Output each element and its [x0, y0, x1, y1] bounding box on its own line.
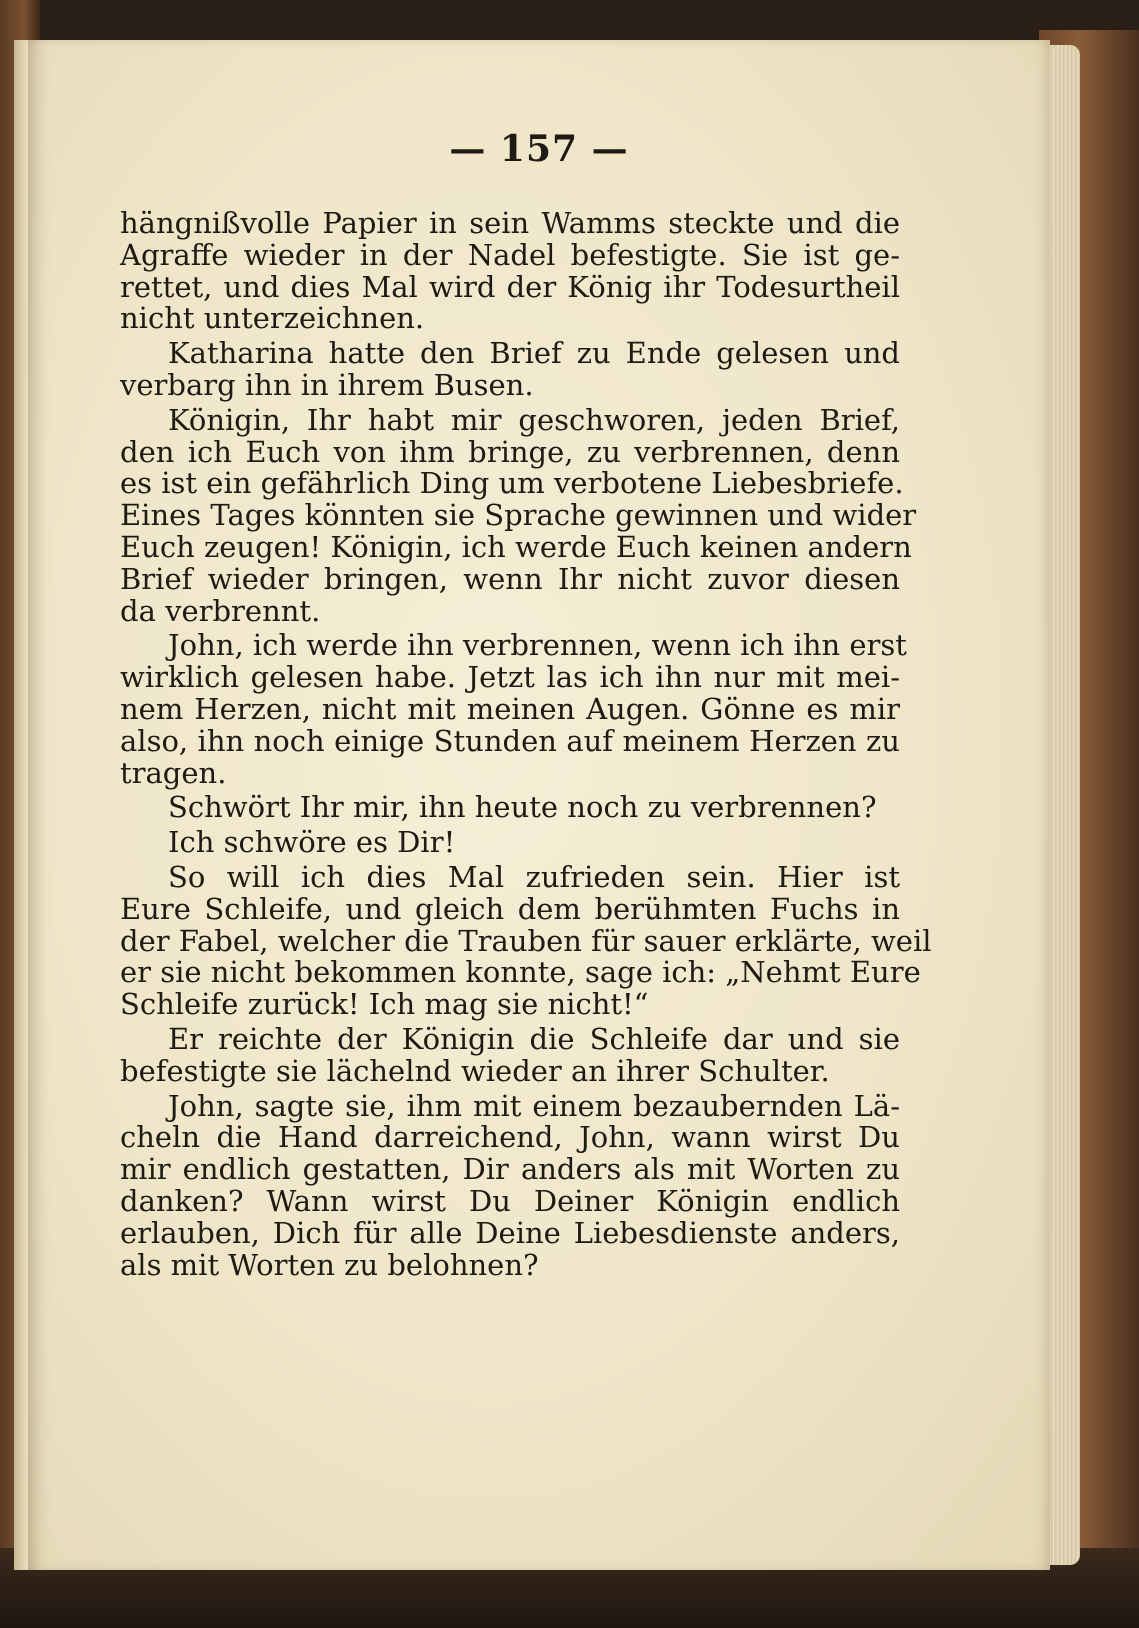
text-line: also, ihn noch einige Stunden auf meinem Herzen zu — [120, 723, 900, 758]
text-line: er sie nicht bekommen konnte, sage ich: „Nehmt Eure — [120, 955, 921, 990]
text-line: Eines Tages könnten sie Sprache gewinnen und wider — [120, 498, 917, 533]
paragraph — [120, 338, 900, 402]
text-line: cheln die Hand darreichend, John, wann wirst Du — [120, 1120, 900, 1155]
text-line: John, sagte sie, ihm mit einem bezaubernden Lä- — [168, 1088, 900, 1123]
paragraph — [120, 827, 900, 859]
text-line: Ich schwöre es Dir! — [168, 825, 456, 860]
text-line: hängnißvolle Papier in sein Wamms steckte und die — [120, 206, 900, 240]
text-line: Schleife zurück! Ich mag sie nicht!“ — [120, 987, 649, 1022]
text-line: der Fabel, welcher die Trauben für sauer erklärte, weil — [120, 923, 932, 958]
text-line: Katharina hatte den Brief zu Ende gelesen und — [168, 336, 900, 371]
text-line: nem Herzen, nicht mit meinen Augen. Gönne es mir — [120, 691, 900, 726]
text-line: John, ich werde ihn verbrennen, wenn ich ihn erst — [168, 628, 907, 663]
text-line: den ich Euch von ihm bringe, zu verbrennen, denn — [120, 434, 900, 469]
text-line: erlauben, Dich für alle Deine Liebesdienste anders, — [120, 1215, 900, 1250]
text-line: mir endlich gestatten, Dir anders als mit Worten zu — [120, 1152, 900, 1187]
body-text — [120, 206, 932, 1284]
paragraph — [120, 402, 917, 628]
text-line: verbarg ihn in ihrem Busen. — [120, 367, 534, 402]
text-line: Königin, Ihr habt mir geschworen, jeden Brief, — [168, 402, 900, 437]
page-number: — 157 — — [449, 128, 629, 170]
text-line: Euch zeugen! Königin, ich werde Euch keinen andern — [120, 529, 912, 564]
book-page — [28, 40, 1050, 1570]
text-line: rettet, und dies Mal wird der König ihr Todesurtheil — [120, 269, 900, 304]
text-line: tragen. — [120, 755, 227, 790]
text-line: als mit Worten zu belohnen? — [120, 1247, 539, 1282]
paragraph — [120, 859, 932, 1022]
text-line: Eure Schleife, und gleich dem berühmten Fuchs in — [120, 891, 900, 926]
text-line: wirklich gelesen habe. Jetzt las ich ihn nur mit mei- — [120, 660, 900, 695]
text-line: Brief wieder bringen, wenn Ihr nicht zuvor diesen — [120, 561, 900, 596]
paragraph — [120, 208, 900, 335]
text-line: befestigte sie lächelnd wieder an ihrer Schulter. — [120, 1053, 830, 1088]
text-line: nicht unterzeichnen. — [120, 301, 425, 336]
text-line: Schwört Ihr mir, ihn heute noch zu verbrennen? — [168, 790, 877, 825]
paragraph — [120, 792, 900, 824]
paragraph — [120, 1021, 900, 1088]
text-line: Agraffe wieder in der Nadel befestigte. Sie ist ge- — [120, 237, 900, 272]
text-line: es ist ein gefährlich Ding um verbotene Liebesbriefe. — [120, 466, 904, 501]
text-line: danken? Wann wirst Du Deiner Königin endlich — [120, 1183, 900, 1218]
text-line: da verbrennt. — [120, 593, 321, 628]
paragraph — [120, 628, 907, 790]
text-line: Er reichte der Königin die Schleife dar und sie — [168, 1021, 900, 1056]
paragraph — [120, 1088, 900, 1282]
text-line: So will ich dies Mal zufrieden sein. Hier ist — [168, 859, 900, 894]
